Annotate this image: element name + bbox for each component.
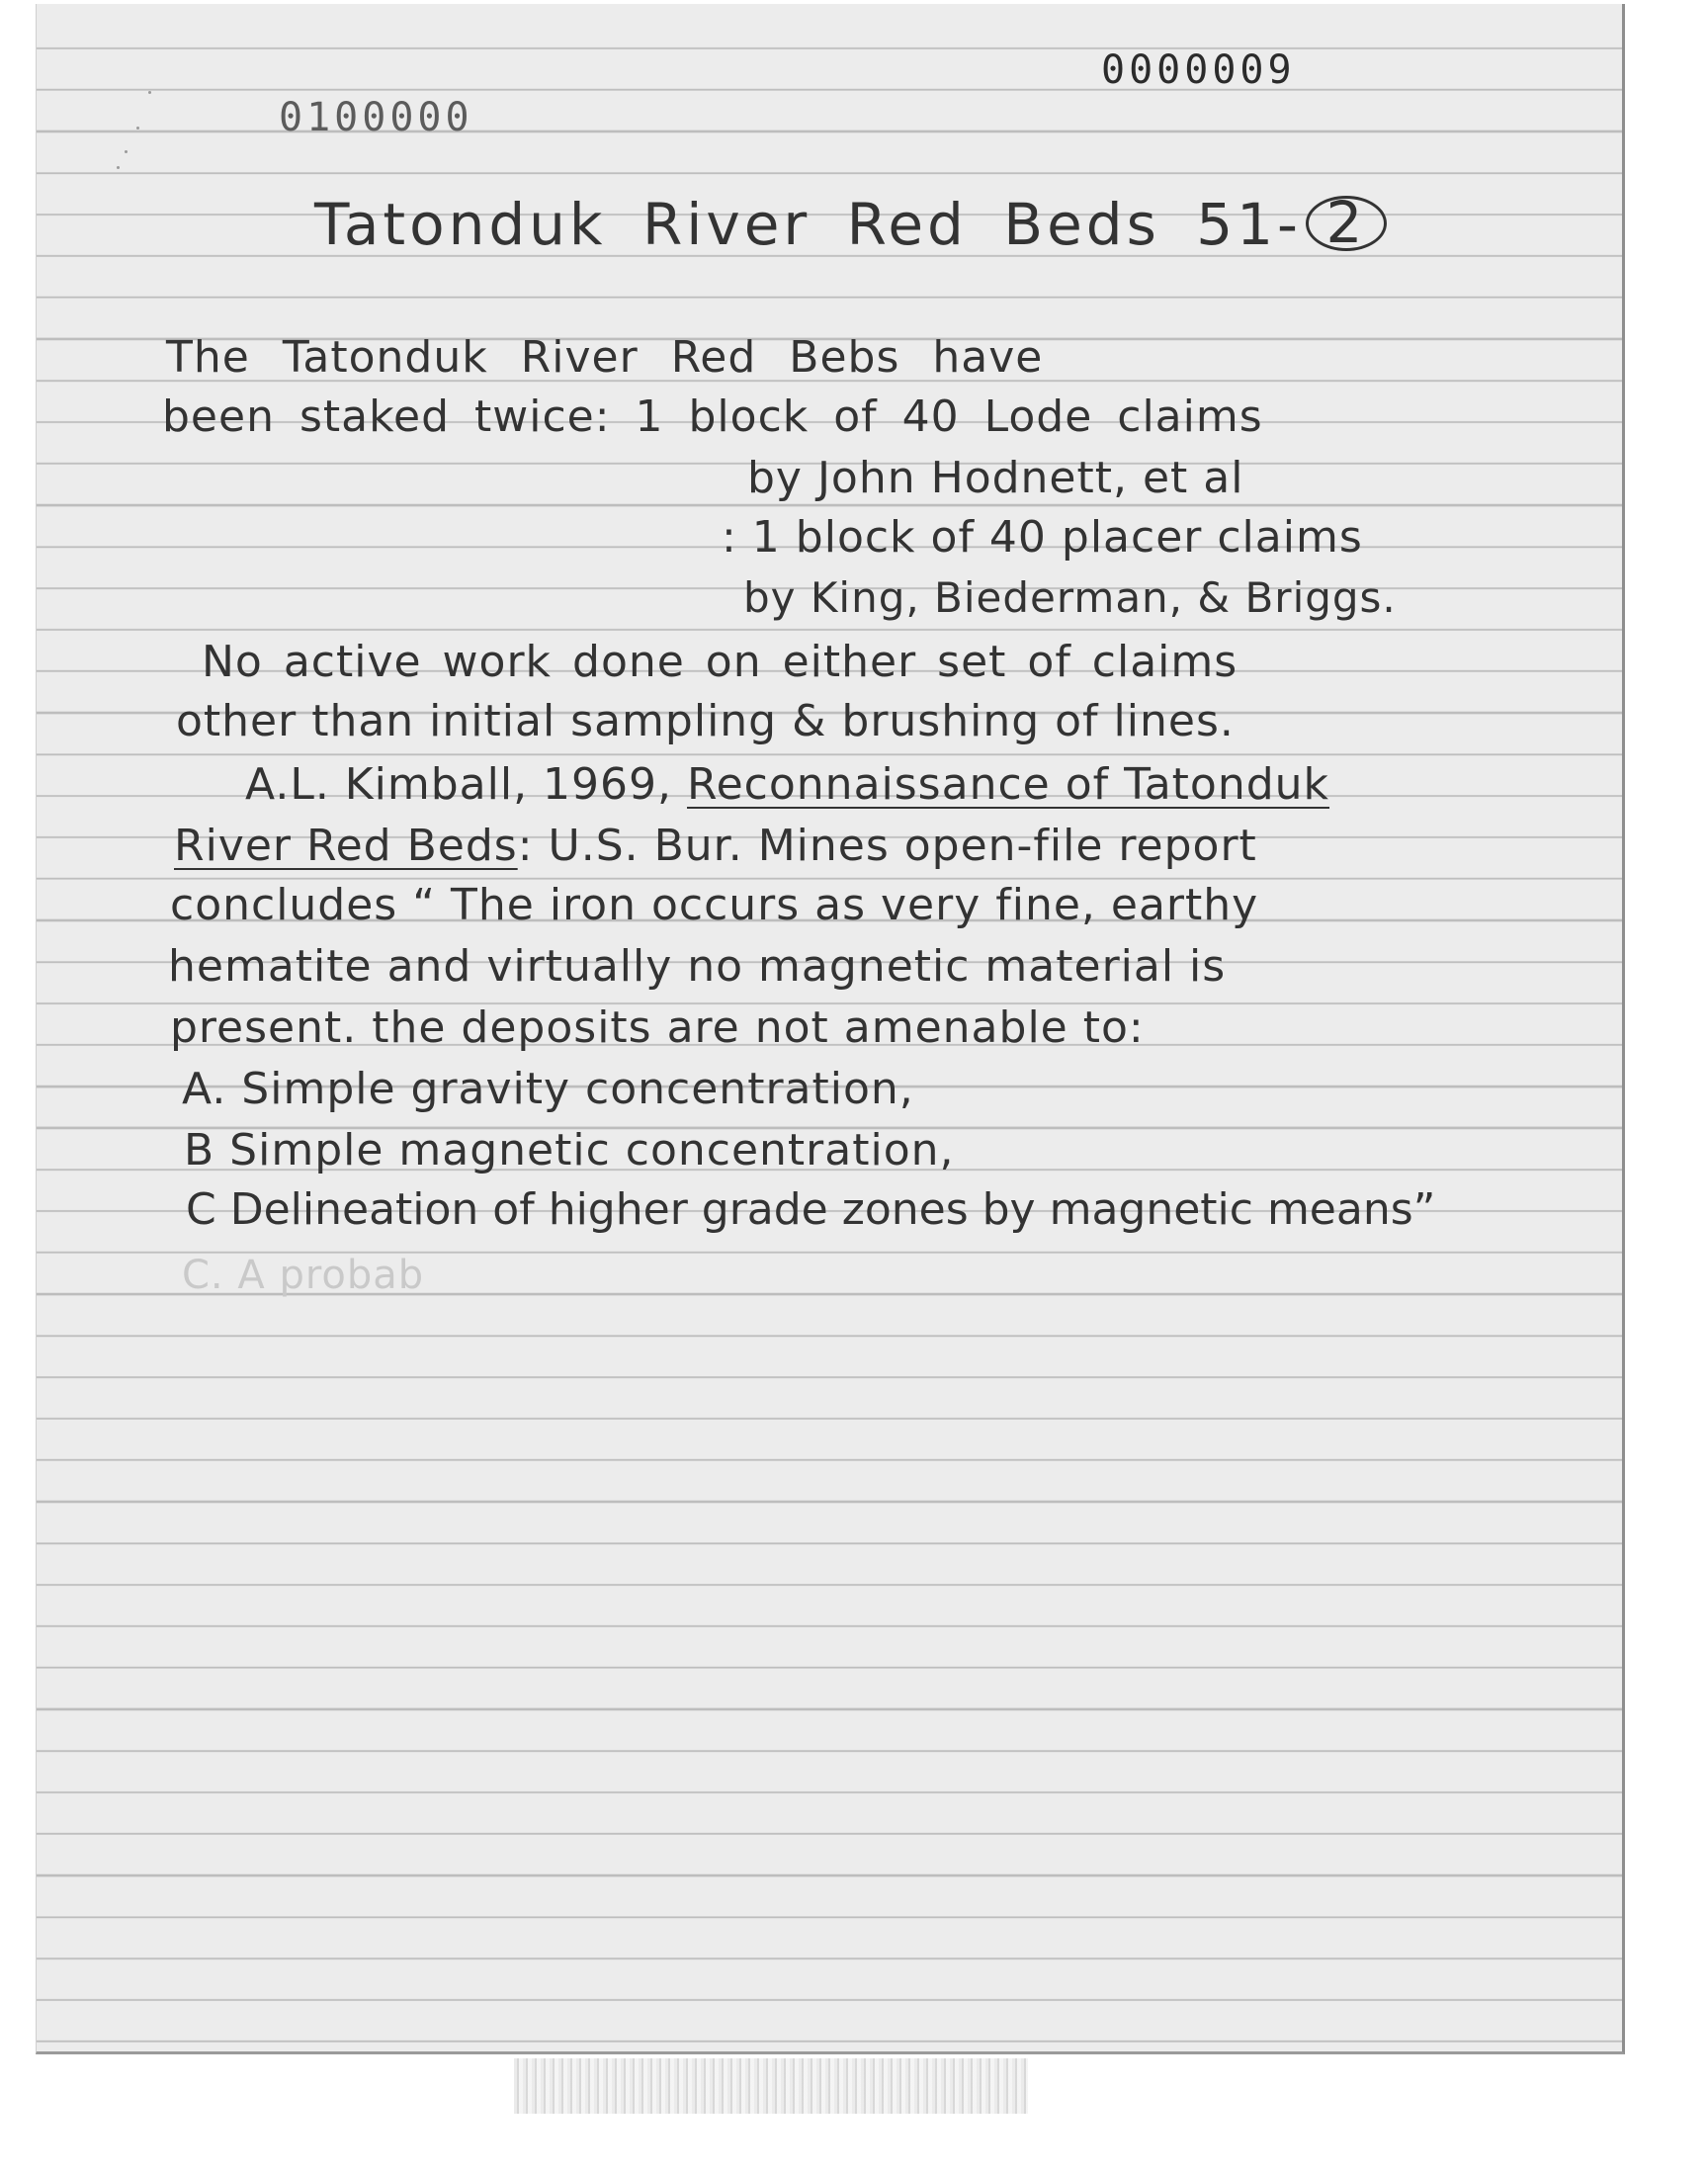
text-line: : 1 block of 40 placer claims (722, 512, 1363, 563)
scan-artifact (514, 2058, 1028, 2114)
text-line-citation-cont (174, 821, 1257, 871)
text-line: other than initial sampling & brushing of lines. (176, 696, 1235, 746)
text-line-citation (245, 759, 1330, 810)
text-line: hematite and virtually no magnetic material is (168, 941, 1227, 992)
text-line: been staked twice: 1 block of 40 Lode claims (162, 392, 1263, 442)
faint-erased-text: C. A probab (182, 1253, 425, 1298)
text-line: No active work done on either set of claims (202, 637, 1238, 687)
page-title-text: Tatonduk River Red Beds 51- (314, 191, 1302, 258)
text-line: by John Hodnett, et al (747, 453, 1244, 503)
citation-source: : U.S. Bur. Mines open-file report (517, 821, 1257, 871)
citation-lead: A.L. Kimball, 1969, (245, 759, 688, 810)
speck (117, 166, 120, 169)
text-line: by King, Biederman, & Briggs. (743, 573, 1397, 622)
citation-title-part2: River Red Beds (174, 821, 518, 871)
stamp-number-right: 0000009 (1101, 47, 1296, 93)
stamp-number-left: 0100000 (279, 95, 473, 140)
list-item-c: C Delineation of higher grade zones by magnetic means” (186, 1184, 1436, 1235)
page-title (314, 189, 1387, 258)
text-line: The Tatonduk River Red Bebs have (166, 332, 1044, 383)
citation-title-part1: Reconnaissance of Tatonduk (687, 759, 1330, 810)
list-item-b: B Simple magnetic concentration, (184, 1125, 955, 1175)
speck (148, 91, 151, 94)
circled-page-number: 2 (1306, 196, 1387, 251)
text-line: concludes “ The iron occurs as very fine, earthy (170, 880, 1259, 930)
speck (136, 127, 139, 130)
list-item-a: A. Simple gravity concentration, (182, 1064, 914, 1114)
speck (125, 150, 128, 153)
text-line: present. the deposits are not amenable to: (170, 1002, 1145, 1053)
